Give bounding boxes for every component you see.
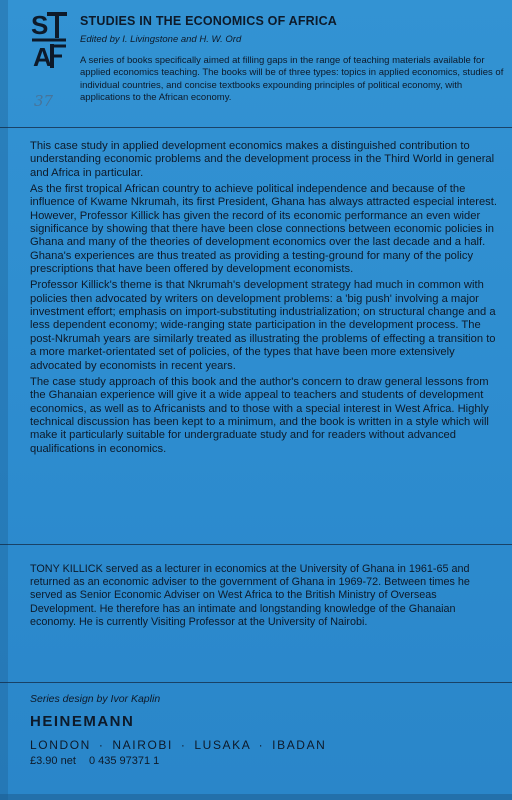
book-blurb	[30, 140, 502, 459]
series-design-credit: Series design by Ivor Kaplin	[30, 693, 161, 705]
series-logo-icon	[30, 10, 68, 70]
blurb-paragraph: As the first tropical African country to achieve political independence and because of the influence of Kwame Nkrumah, its first President, Ghana has always attracted especial interest. However, Professor Killick has given the record of its economic performance an even wider significance by showing that there have been close connections between economic policies in Ghana and many of the theories of development economics over the last decade and a half. Ghana's experiences are thus treated as providing a testing-ground for many of the policy prescriptions that have been offered by development economists.	[30, 183, 497, 276]
cover-edge-shadow	[0, 0, 8, 800]
svg-text:S: S	[31, 10, 49, 40]
publisher-name: HEINEMANN	[30, 713, 135, 730]
publisher-cities: LONDON · NAIROBI · LUSAKA · IBADAN	[30, 738, 327, 752]
blurb-paragraph: Professor Killick's theme is that Nkrumah's development strategy had much in common with policies then advocated by writers on development problems: a 'big push' involving a major investment effort; emphasis on import-substituting industrialization; on structural change and a less dependent economy; wide-ranging state participation in the development process. The post-Nkrumah years are similarly treated as illustrating the problems of effecting a transition to a more market-orientated set of policies, of the types that have been more extensively advocated by economists in recent years.	[30, 279, 496, 372]
publisher-footer	[30, 693, 500, 767]
series-header	[30, 10, 504, 116]
series-editors: Edited by I. Livingstone and H. W. Ord	[80, 34, 242, 45]
handwritten-mark: 37	[34, 92, 54, 110]
price: £3.90 net	[30, 755, 76, 767]
blurb-paragraph: This case study in applied development economics makes a distinguished contribution to understanding economic problems and the development process in the Third World in general and Africa in particular.	[30, 140, 495, 179]
series-description: A series of books specifically aimed at filling gaps in the range of teaching materials available for applied economics teaching. The books will be of three types: topics in applied economics, studies of individual countries, and concise textbooks expounding principles of political economy, with applications to the African economy.	[80, 55, 504, 103]
author-bio	[30, 563, 502, 629]
author-bio-text: TONY KILLICK served as a lecturer in economics at the University of Ghana in 1961-65 and returned as an economic adviser to the government of Ghana in 1969-72. Between times he served as Senior Economic Adviser on West Africa to the British Ministry of Overseas Development. He therefore has an intimate and longstanding knowledge of the Ghanaian economy. He is currently Visiting Professor at the University of Nairobi.	[30, 563, 470, 628]
divider-middle	[0, 544, 512, 545]
blurb-paragraph: The case study approach of this book and the author's concern to draw general lessons from the Ghanaian experience will give it a wide appeal to teachers and students of development economics, as well as to Africanists and to those with a special interest in West Africa. Highly technical discussion has been kept to a minimum, and the book is written in a style which will make it particularly suitable for undergraduate study and for readers without advanced qualifications in economics.	[30, 375, 489, 455]
series-title: STUDIES IN THE ECONOMICS OF AFRICA	[80, 14, 338, 28]
divider-bottom	[0, 682, 512, 683]
price-isbn-line	[30, 755, 500, 767]
isbn: 0 435 97371 1	[88, 755, 160, 767]
divider-top	[0, 127, 512, 128]
svg-text:A: A	[33, 42, 52, 70]
cover-bottom-edge	[0, 794, 512, 800]
